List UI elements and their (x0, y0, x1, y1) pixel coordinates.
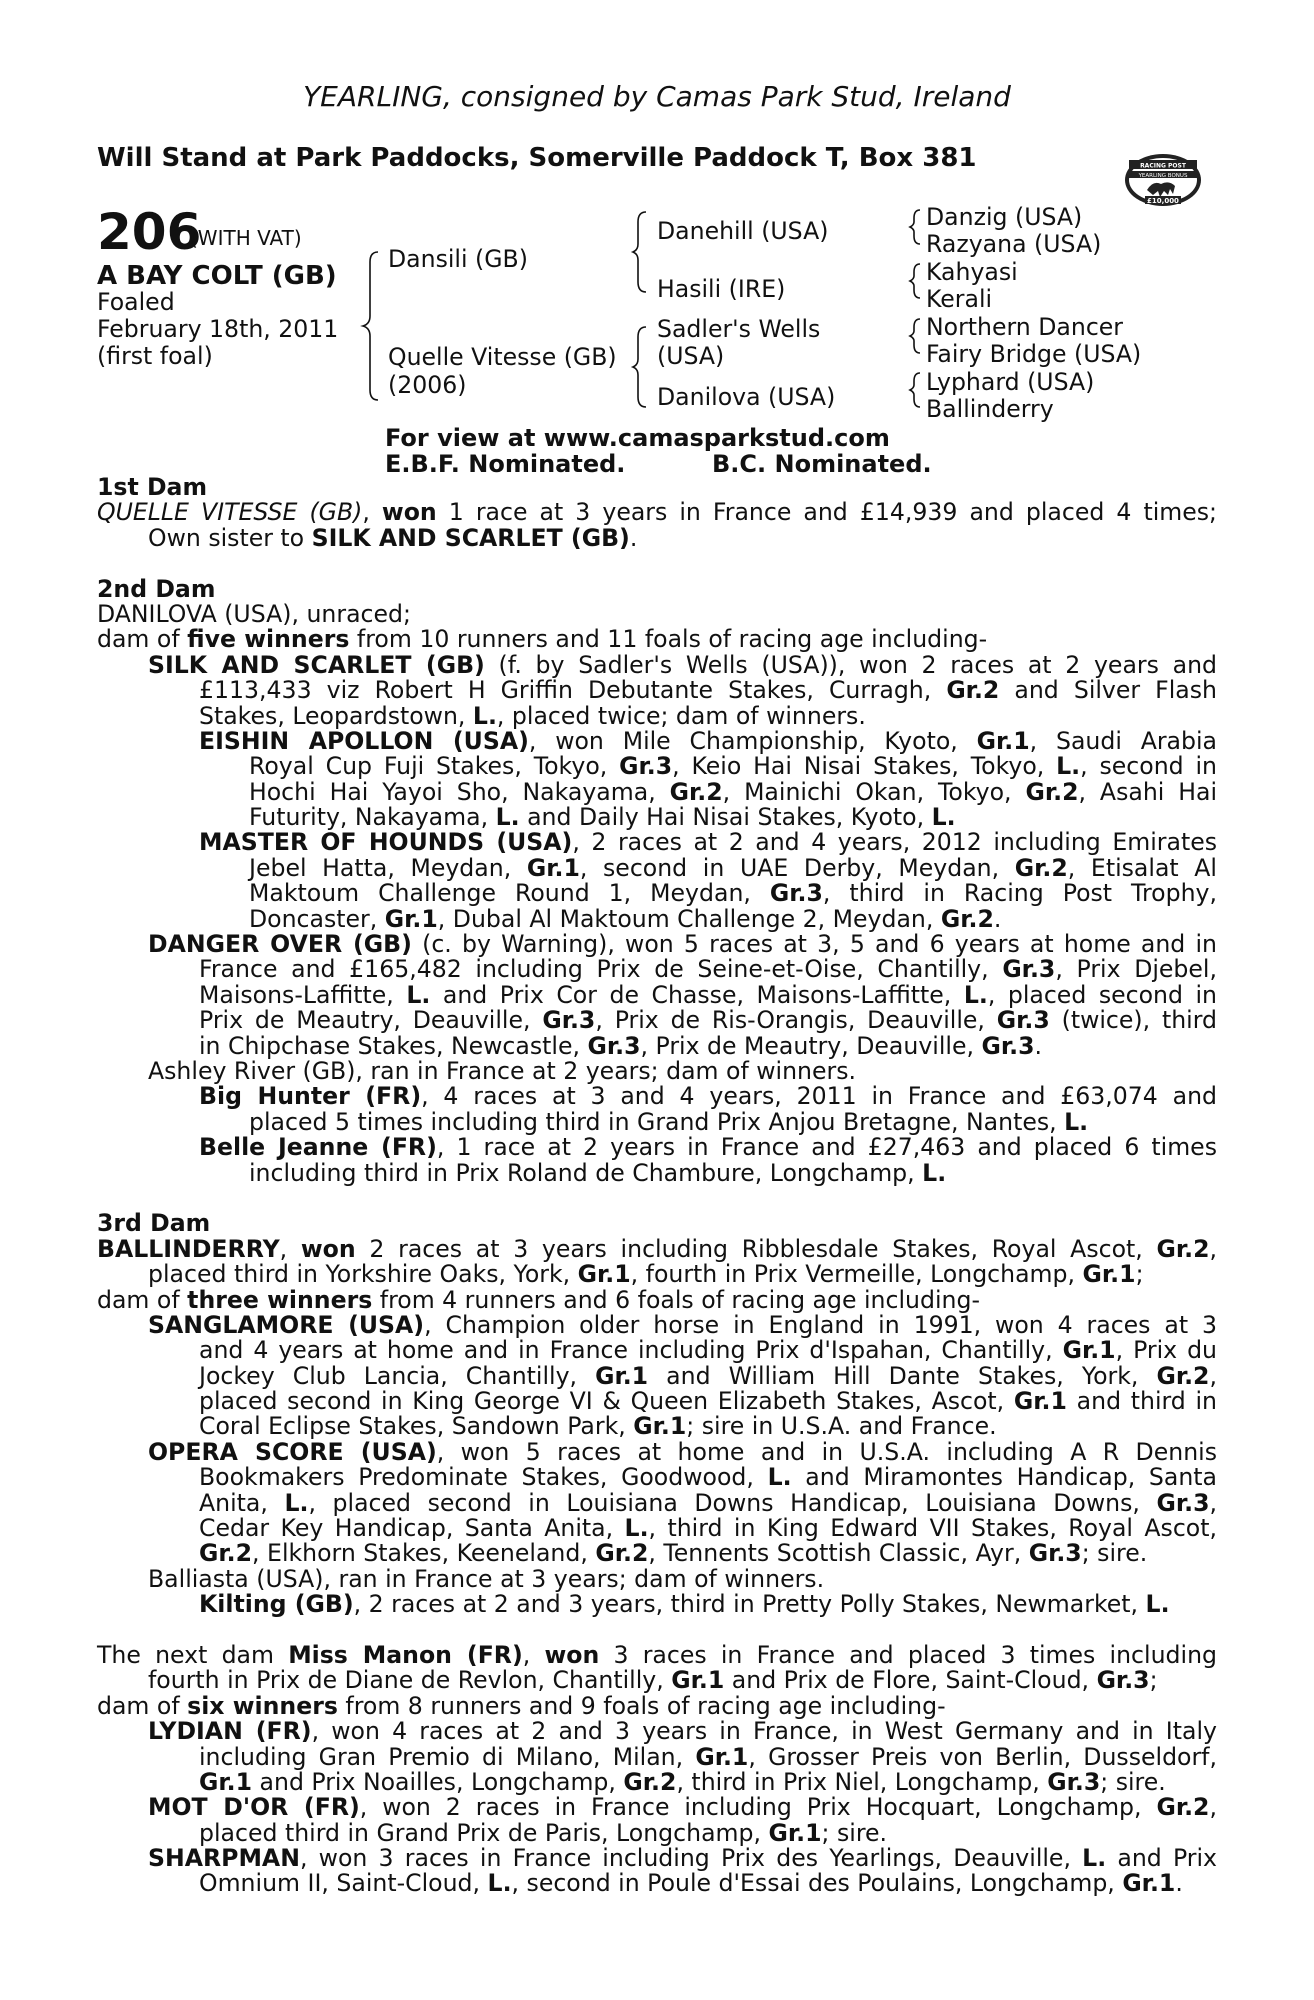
produce-line: Omnium II, Saint-Cloud, L., second in Poule d'Essai des Poulains, Longchamp, Gr.1. (199, 1869, 1183, 1898)
foaled-label: Foaled (97, 288, 175, 316)
svg-text:RACING POST: RACING POST (1140, 162, 1186, 170)
vat-label: (WITH VAT) (190, 226, 302, 250)
pedigree-g4: Kerali (926, 285, 993, 313)
produce-line: Big Hunter (FR), 4 races at 3 and 4 years, 2011 in France and £63,074 and (199, 1082, 1218, 1111)
third-dam-line: BALLINDERRY, won 2 races at 3 years including Ribblesdale Stakes, Royal Ascot, Gr.2, (97, 1234, 1218, 1263)
produce-line: Ashley River (GB), ran in France at 2 years; dam of winners. (148, 1056, 857, 1085)
pedigree-dam-year: (2006) (388, 371, 467, 399)
produce-line: SILK AND SCARLET (GB) (f. by Sadler's Wells (USA)), won 2 races at 2 years and (148, 650, 1217, 679)
second-dam-line: dam of five winners from 10 runners and 11 foals of racing age including- (97, 625, 988, 654)
pedigree-dam: Quelle Vitesse (GB) (388, 343, 617, 371)
third-dam-heading: 3rd Dam (97, 1209, 211, 1238)
pedigree-dam-sire-country: (USA) (657, 342, 725, 370)
produce-line: OPERA SCORE (USA), won 5 races at home and in U.S.A. including A R Dennis (148, 1437, 1217, 1466)
produce-line: France and £165,482 including Prix de Seine-et-Oise, Chantilly, Gr.3, Prix Djebel, (199, 955, 1217, 984)
pedigree-g3: Kahyasi (926, 258, 1018, 286)
produce-line: placed second in King George VI & Queen Elizabeth Stakes, Ascot, Gr.1 and third in (199, 1387, 1217, 1416)
lot-number: 206 (97, 203, 202, 261)
produce-line: MASTER OF HOUNDS (USA), 2 races at 2 and 4 years, 2012 including Emirates (199, 828, 1218, 857)
next-dam-line: dam of six winners from 8 runners and 9 foals of racing age including- (97, 1691, 946, 1720)
pedigree-g7: Lyphard (USA) (926, 368, 1095, 396)
produce-line: Royal Cup Fuji Stakes, Tokyo, Gr.3, Keio Hai Nisai Stakes, Tokyo, L., second in (249, 752, 1217, 781)
third-dam-line: dam of three winners from 4 runners and 6 foals of racing age including- (97, 1285, 980, 1314)
foal-note: (first foal) (97, 342, 213, 370)
view-note: For view at www.camasparkstud.com (385, 424, 890, 452)
produce-line: Gr.1 and Prix Noailles, Longchamp, Gr.2, third in Prix Niel, Longchamp, Gr.3; sire. (199, 1767, 1166, 1796)
pedigree-sire-sire: Danehill (USA) (657, 217, 829, 245)
produce-line: Hochi Hai Yayoi Sho, Nakayama, Gr.2, Mainichi Okan, Tokyo, Gr.2, Asahi Hai (249, 777, 1218, 806)
produce-line: EISHIN APOLLON (USA), won Mile Championship, Kyoto, Gr.1, Saudi Arabia (199, 726, 1218, 755)
catalogue-body (97, 475, 1217, 1897)
page-title: YEARLING, consigned by Camas Park Stud, Ireland (303, 80, 1011, 113)
produce-line: SANGLAMORE (USA), Champion older horse in England in 1991, won 4 races at 3 (148, 1310, 1217, 1339)
next-dam-line: fourth in Prix de Diane de Revlon, Chantilly, Gr.1 and Prix de Flore, Saint-Cloud, Gr.3; (148, 1666, 1158, 1695)
produce-line: £113,433 viz Robert H Griffin Debutante Stakes, Curragh, Gr.2 and Silver Flash (199, 676, 1217, 705)
first-dam-heading: 1st Dam (97, 473, 208, 501)
pedigree-sire: Dansili (GB) (388, 245, 528, 273)
produce-line: DANGER OVER (GB) (c. by Warning), won 5 races at 3, 5 and 6 years at home and in (148, 930, 1217, 959)
svg-text:YEARLING BONUS: YEARLING BONUS (1138, 173, 1188, 179)
second-dam-heading: 2nd Dam (97, 574, 216, 603)
first-dam-line: QUELLE VITESSE (GB), won 1 race at 3 years in France and £14,939 and placed 4 times; (97, 498, 1217, 527)
pedigree-g6: Fairy Bridge (USA) (926, 340, 1142, 368)
produce-line: MOT D'OR (FR), won 2 races in France including Prix Hocquart, Longchamp, Gr.2, (148, 1793, 1217, 1822)
produce-line: Anita, L., placed second in Louisiana Downs Handicap, Louisiana Downs, Gr.3, (199, 1488, 1217, 1517)
bc-note: B.C. Nominated. (712, 450, 932, 478)
produce-line: Belle Jeanne (FR), 1 race at 2 years in France and £27,463 and placed 6 times (199, 1133, 1217, 1162)
produce-line: Maktoum Challenge Round 1, Meydan, Gr.3, third in Racing Post Trophy, (249, 879, 1217, 908)
produce-line: Jebel Hatta, Meydan, Gr.1, second in UAE Derby, Meydan, Gr.2, Etisalat Al (249, 853, 1217, 882)
pedigree-dam-dam: Danilova (USA) (657, 383, 836, 411)
produce-line: including third in Prix Roland de Chambure, Longchamp, L. (249, 1158, 947, 1187)
produce-line: Maisons-Laffitte, L. and Prix Cor de Chasse, Maisons-Laffitte, L., placed second in (199, 980, 1217, 1009)
produce-line: Bookmakers Predominate Stakes, Goodwood, L. and Miramontes Handicap, Santa (199, 1463, 1218, 1492)
produce-line: LYDIAN (FR), won 4 races at 2 and 3 years in France, in West Germany and in Italy (148, 1717, 1217, 1746)
first-dam-line: Own sister to SILK AND SCARLET (GB). (148, 523, 638, 552)
produce-line: Doncaster, Gr.1, Dubal Al Maktoum Challenge 2, Meydan, Gr.2. (249, 904, 1002, 933)
produce-line: Kilting (GB), 2 races at 2 and 3 years, third in Pretty Polly Stakes, Newmarket, L. (199, 1590, 1170, 1619)
produce-line: Cedar Key Handicap, Santa Anita, L., third in King Edward VII Stakes, Royal Ascot, (199, 1514, 1217, 1543)
second-dam-line: DANILOVA (USA), unraced; (97, 599, 411, 628)
next-dam-line: The next dam Miss Manon (FR), won 3 races in France and placed 3 times including (97, 1640, 1218, 1669)
produce-line: SHARPMAN, won 3 races in France including Prix des Yearlings, Deauville, L. and Prix (148, 1844, 1217, 1873)
produce-line: including Gran Premio di Milano, Milan, Gr.1, Grosser Preis von Berlin, Dusseldorf, (199, 1742, 1217, 1771)
pedigree-g8: Ballinderry (926, 395, 1054, 423)
ebf-note: E.B.F. Nominated. (385, 450, 626, 478)
produce-line: in Chipchase Stakes, Newcastle, Gr.3, Prix de Meautry, Deauville, Gr.3. (199, 1031, 1043, 1060)
produce-line: Balliasta (USA), ran in France at 3 years; dam of winners. (148, 1564, 825, 1593)
produce-line: placed 5 times including third in Grand Prix Anjou Bretagne, Nantes, L. (249, 1107, 1089, 1136)
pedigree-g1: Danzig (USA) (926, 203, 1083, 231)
produce-line: Gr.2, Elkhorn Stakes, Keeneland, Gr.2, Tennents Scottish Classic, Ayr, Gr.3; sire. (199, 1539, 1148, 1568)
third-dam-line: placed third in Yorkshire Oaks, York, Gr.1, fourth in Prix Vermeille, Longchamp, Gr.1; (148, 1260, 1144, 1289)
pedigree-g2: Razyana (USA) (926, 230, 1102, 258)
produce-line: Jockey Club Lancia, Chantilly, Gr.1 and William Hill Dante Stakes, York, Gr.2, (199, 1361, 1217, 1390)
produce-line: Coral Eclipse Stakes, Sandown Park, Gr.1; sire in U.S.A. and France. (199, 1412, 997, 1441)
pedigree-g5: Northern Dancer (926, 313, 1124, 341)
svg-text:£10,000: £10,000 (1147, 197, 1179, 205)
produce-line: Prix de Meautry, Deauville, Gr.3, Prix de Ris-Orangis, Deauville, Gr.3 (twice), third (199, 1006, 1217, 1035)
produce-line: placed third in Grand Prix de Paris, Longchamp, Gr.1; sire. (199, 1818, 888, 1847)
produce-line: and 4 years at home and in France including Prix d'Ispahan, Chantilly, Gr.1, Prix du (199, 1336, 1218, 1365)
pedigree-dam-sire: Sadler's Wells (657, 315, 821, 343)
pedigree-sire-dam: Hasili (IRE) (657, 275, 786, 303)
lot-name: A BAY COLT (GB) (97, 261, 337, 291)
produce-line: Futurity, Nakayama, L. and Daily Hai Nisai Stakes, Kyoto, L. (249, 803, 956, 832)
foaled-date: February 18th, 2011 (97, 315, 339, 343)
location-line: Will Stand at Park Paddocks, Somerville Paddock T, Box 381 (97, 143, 977, 173)
produce-line: Stakes, Leopardstown, L., placed twice; dam of winners. (199, 701, 866, 730)
